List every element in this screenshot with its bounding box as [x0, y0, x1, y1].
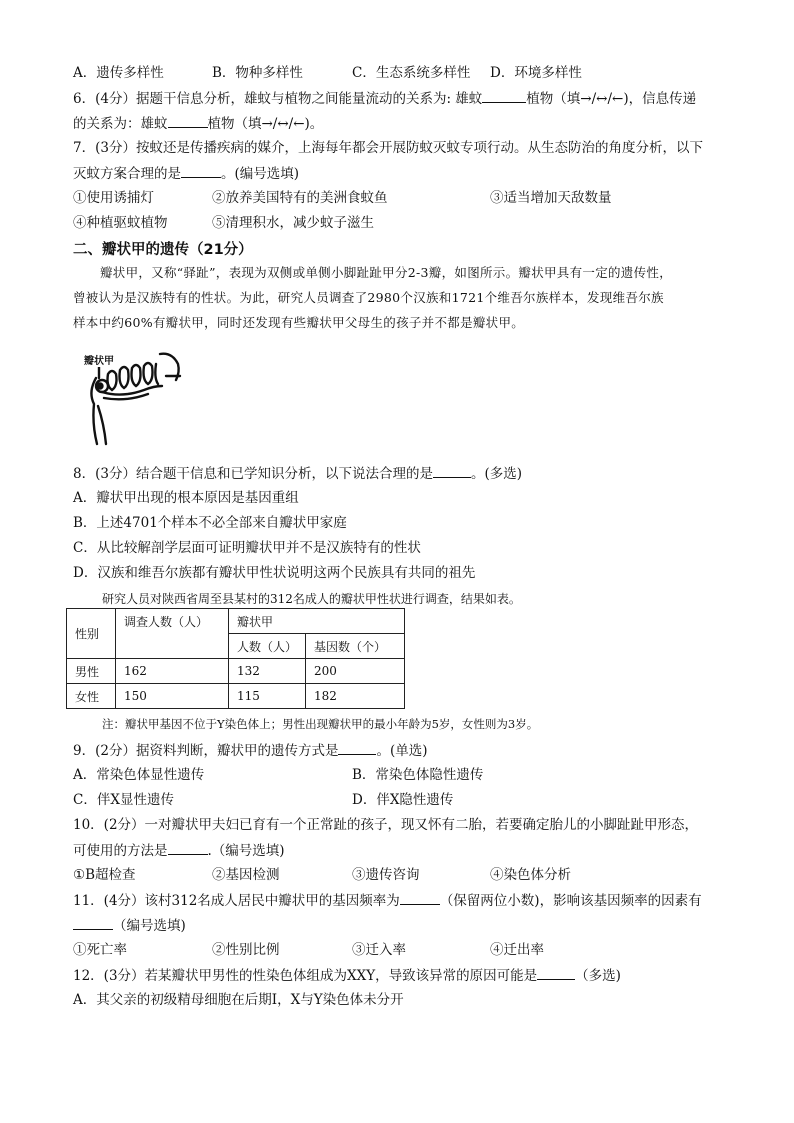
q7-option-1: ①使用诱捕灯: [73, 190, 154, 206]
q8-option-a: A．瓣状甲出现的根本原因是基因重组: [73, 490, 299, 506]
q7-answer-blank[interactable]: [181, 163, 221, 178]
q7-text-a: 灭蚊方案合理的是: [73, 166, 181, 182]
q11-option-4: ④迁出率: [490, 942, 544, 958]
q6-text-a: 6．(4分）据题干信息分析，雄蚊与植物之间能量流动的关系为: 雄蚊: [73, 91, 483, 107]
q8-text-a: 8．(3分）结合题干信息和已学知识分析，以下说法合理的是: [73, 466, 433, 482]
material-line-2: 曾被认为是汉族特有的性状。为此，研究人员调查了2980个汉族和1721个维吾尔族样本，发现维吾尔族: [73, 290, 664, 305]
q7-stem-line1: 7．(3分）按蚊还是传播疾病的媒介，上海每年都会开展防蚊灭蚊专项行动。从生态防治的角度分析，以下: [73, 140, 703, 156]
q12-stem: [73, 965, 621, 986]
q10-option-2: ②基因检测: [212, 867, 280, 883]
table-row: [67, 659, 405, 684]
q11-answer-blank-2[interactable]: [73, 915, 113, 930]
q9-text-b: 。(单选): [376, 743, 428, 759]
q11-text-b: （保留两位小数)，影响该基因频率的因素有: [439, 893, 702, 909]
cell-sex: 男性: [67, 659, 116, 684]
material-line-1: 瓣状甲，又称“驿趾”，表现为双侧或单侧小脚趾趾甲分2-3瓣，如图所示。瓣状甲具有一定的遗传性，: [100, 265, 673, 280]
q10-stem-line1: 10．(2分）一对瓣状甲夫妇已育有一个正常趾的孩子，现又怀有二胎，若要确定胎儿的小脚趾趾甲形态，: [73, 817, 699, 833]
q10-text-b: .（编号选填): [207, 843, 285, 859]
q8-option-d: D．汉族和维吾尔族都有瓣状甲性状说明这两个民族具有共同的祖先: [73, 565, 476, 581]
q12-text-b: （多选): [575, 968, 621, 984]
cell-surveyed: 162: [116, 659, 229, 684]
q11-answer-blank-1[interactable]: [400, 890, 440, 905]
q9-option-d: D．伴X隐性遗传: [352, 792, 454, 808]
cell-genes: 182: [306, 684, 405, 709]
q5-option-c: C．生态系统多样性: [352, 65, 471, 81]
material-line-3: 样本中约60%有瓣状甲，同时还发现有些瓣状甲父母生的孩子并不都是瓣状甲。: [73, 315, 525, 330]
q10-option-1: ①B超检查: [73, 867, 136, 883]
header-genes: 基因数（个）: [306, 634, 405, 659]
q8-option-c: C．从比较解剖学层面可证明瓣状甲并不是汉族特有的性状: [73, 540, 421, 556]
cell-people: 115: [229, 684, 306, 709]
q7-option-3: ③适当增加天敌数量: [490, 190, 612, 206]
q10-option-3: ③遗传咨询: [352, 867, 420, 883]
q9-option-a: A．常染色体显性遗传: [73, 767, 205, 783]
q10-option-4: ④染色体分析: [490, 867, 571, 883]
q10-stem-line2: [73, 840, 285, 861]
q6-text-b: 植物（填→/↔/←)，信息传递: [526, 91, 697, 107]
q6-text-c: 的关系为：雄蚊: [73, 116, 168, 132]
header-people: 人数（人）: [229, 634, 306, 659]
q5-option-d: D．环境多样性: [490, 65, 582, 81]
q7-option-4: ④种植驱蚊植物: [73, 215, 168, 231]
figure-label: 瓣状甲: [84, 352, 114, 367]
header-sex: 性别: [67, 609, 116, 659]
q9-answer-blank[interactable]: [338, 740, 376, 755]
q11-stem-line2: [73, 915, 186, 936]
survey-note: 注：瓣状甲基因不位于Y染色体上；男性出现瓣状甲的最小年龄为5岁，女性则为3岁。: [102, 717, 539, 731]
cell-genes: 200: [306, 659, 405, 684]
table-header-row: [67, 609, 405, 634]
q9-text-a: 9．(2分）据资料判断，瓣状甲的遗传方式是: [73, 743, 339, 759]
q5-option-b: B．物种多样性: [212, 65, 303, 81]
q9-option-b: B．常染色体隐性遗传: [352, 767, 484, 783]
cell-surveyed: 150: [116, 684, 229, 709]
q6-line1: [73, 88, 696, 109]
q12-answer-blank[interactable]: [537, 965, 575, 980]
q11-text-a: 11．(4分）该村312名成人居民中瓣状甲的基因频率为: [73, 893, 400, 909]
header-surveyed: 调查人数（人）: [116, 609, 229, 659]
q11-text-c: （编号选填): [113, 918, 186, 934]
survey-table: [66, 608, 405, 709]
q6-answer-blank-1[interactable]: [482, 88, 526, 103]
q11-option-3: ③迁入率: [352, 942, 406, 958]
q9-stem: [73, 740, 428, 761]
q7-option-2: ②放养美国特有的美洲食蚊鱼: [212, 190, 388, 206]
q8-option-b: B．上述4701个样本不必全部来自瓣状甲家庭: [73, 515, 347, 531]
q7-text-b: 。(编号选填): [221, 166, 300, 182]
q10-answer-blank[interactable]: [168, 840, 208, 855]
q10-text-a: 可使用的方法是: [73, 843, 168, 859]
q6-answer-blank-2[interactable]: [168, 113, 208, 128]
q9-option-c: C．伴X显性遗传: [73, 792, 174, 808]
cell-people: 132: [229, 659, 306, 684]
survey-intro: 研究人员对陕西省周至县某村的312名成人的瓣状甲性状进行调查，结果如表。: [102, 592, 521, 606]
toenail-figure: [82, 344, 192, 452]
q8-stem: [73, 463, 522, 484]
q12-text-a: 12．(3分）若某瓣状甲男性的性染色体组成为XXY，导致该异常的原因可能是: [73, 968, 538, 984]
cell-sex: 女性: [67, 684, 116, 709]
q12-option-a: A．其父亲的初级精母细胞在后期Ⅰ，X与Y染色体未分开: [73, 992, 404, 1008]
section-2-heading: 二、瓣状甲的遗传（21分）: [73, 242, 253, 258]
q7-option-5: ⑤清理积水，减少蚊子滋生: [212, 215, 374, 231]
q8-answer-blank[interactable]: [433, 463, 471, 478]
q6-line2: [73, 113, 323, 134]
q11-option-2: ②性别比例: [212, 942, 280, 958]
q6-text-d: 植物（填→/↔/←)。: [207, 116, 324, 132]
q7-stem-line2: [73, 163, 299, 184]
header-trait: 瓣状甲: [229, 609, 405, 634]
q5-option-a: A．遗传多样性: [73, 65, 164, 81]
q8-text-b: 。(多选): [470, 466, 522, 482]
q11-stem-line1: [73, 890, 702, 911]
q11-option-1: ①死亡率: [73, 942, 127, 958]
table-row: [67, 684, 405, 709]
